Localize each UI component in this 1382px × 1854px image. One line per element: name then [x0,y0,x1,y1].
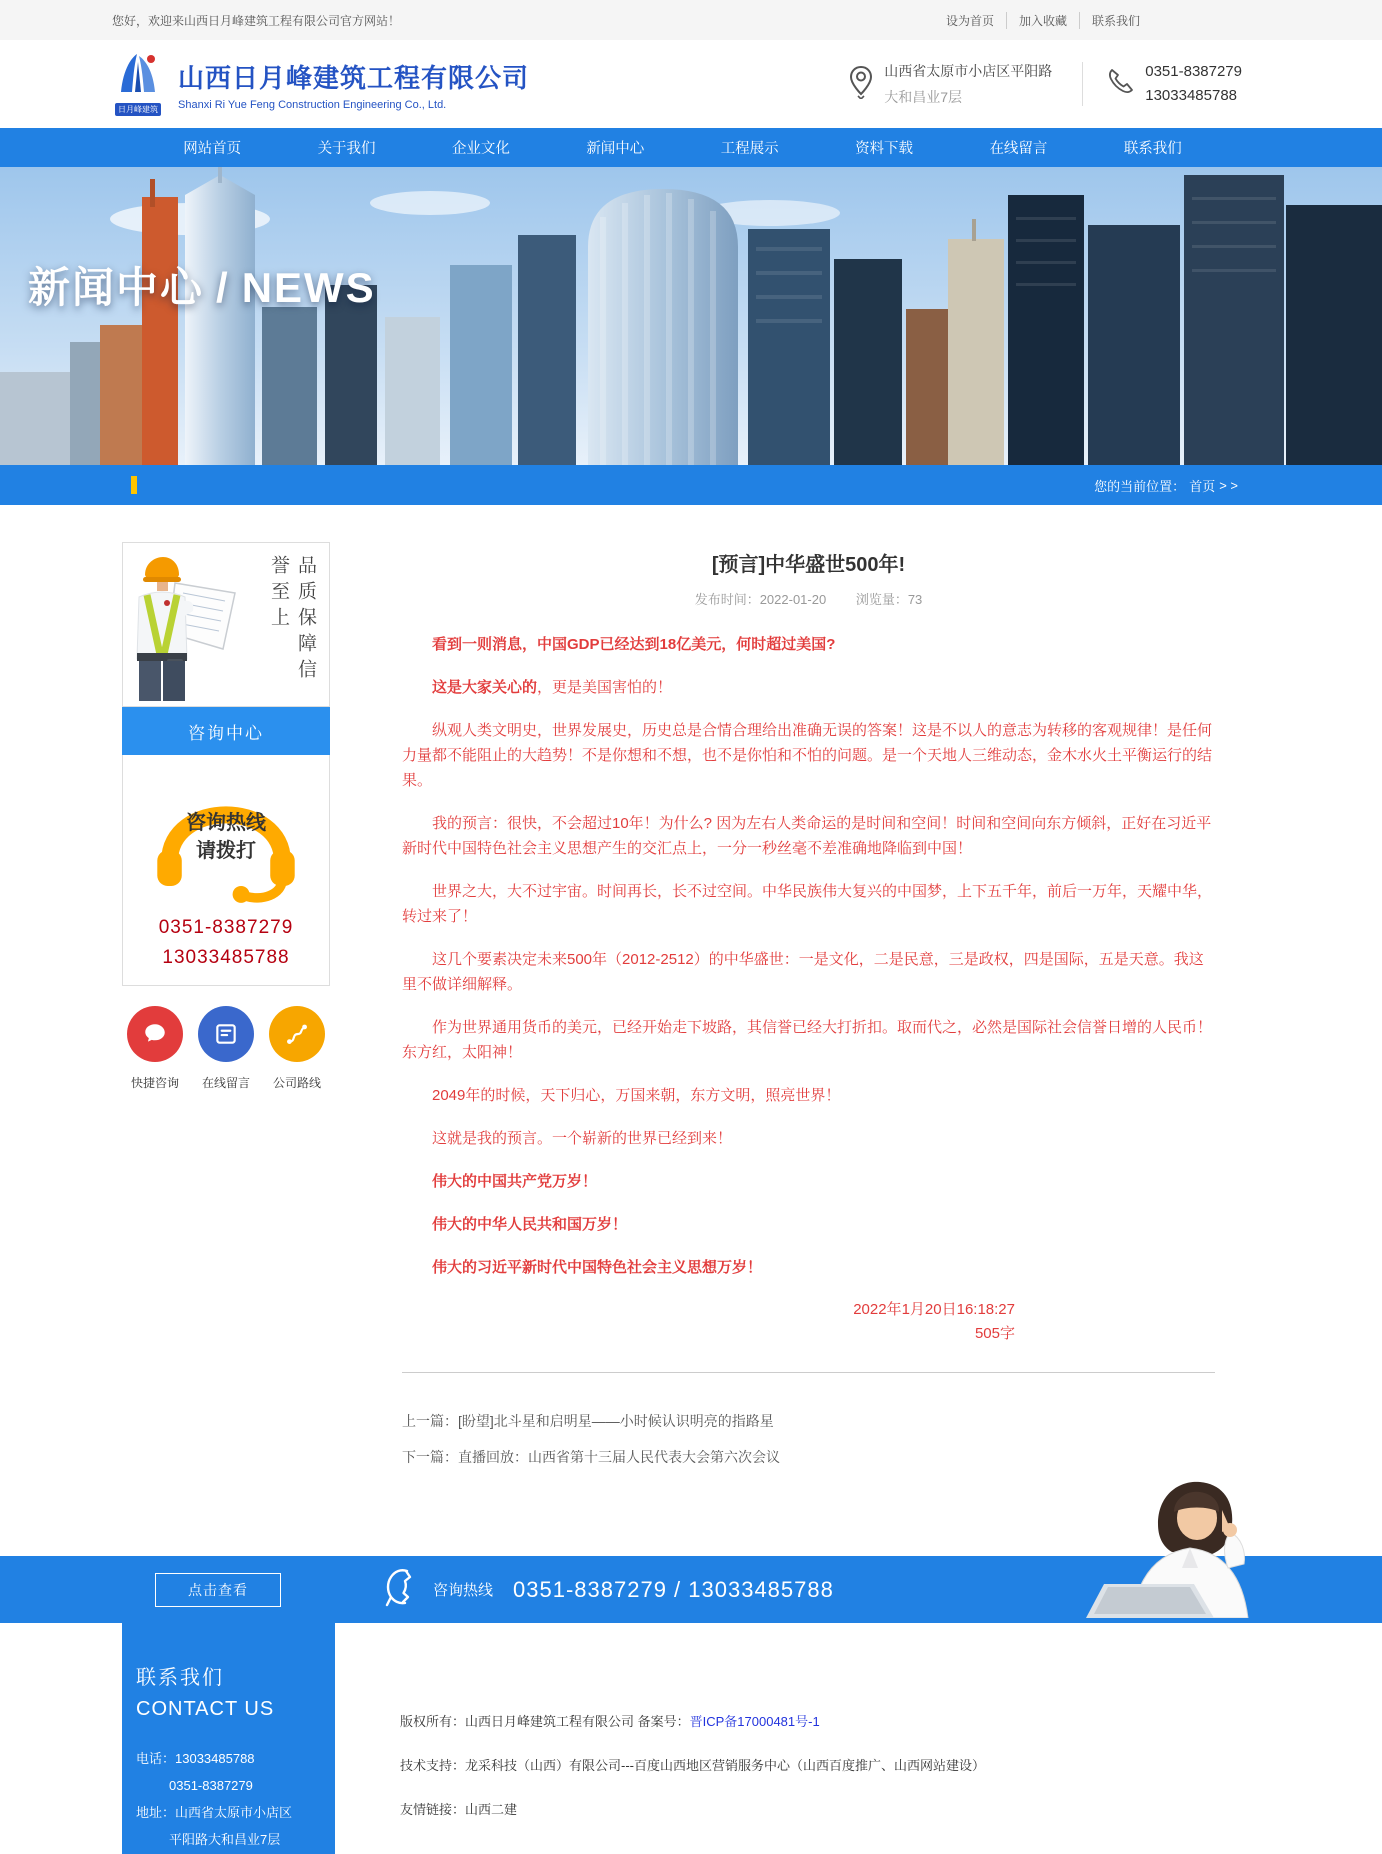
sidebar-slogan [265,543,329,706]
quick-label: 在线留言 [201,1076,250,1090]
logo-mark-icon [115,52,161,101]
article-paragraph: 伟大的习近平新时代中国特色社会主义思想万岁！ [432,1259,763,1276]
phone-icon [1105,67,1135,102]
sidebar [122,542,330,1091]
view-button[interactable]: 点击查看 [155,1573,281,1607]
site-header [0,40,1382,128]
hotline-text [146,809,306,865]
header-phone2: 13033485788 [1145,87,1237,104]
nav-item-4[interactable]: 工程展示 [720,141,779,157]
quick-message[interactable] [194,1006,258,1091]
prev-article-link[interactable]: 上一篇：[盼望]北斗星和启明星——小时候认识明亮的指路星 [402,1413,774,1429]
article-meta [402,589,1215,608]
company-name-en: Shanxi Ri Yue Feng Construction Engineering Co., Ltd. [178,98,447,111]
copyright-line [400,1711,985,1730]
main-nav [0,128,1382,167]
crumb-marker [131,476,137,494]
hotline-line1: 咨询热线 [186,812,266,834]
city-skyline-image [0,167,1382,465]
banner-title-cn: 新闻中心 [28,264,205,311]
quick-icons [122,1006,330,1091]
view-count: 浏览量：73 [855,592,923,607]
article-paragraph: 这是大家关心的，更是美国害怕的！ [432,679,673,696]
breadcrumb-home-link[interactable]: 首页 [1189,478,1216,494]
main-content [0,505,1382,1556]
nav-item-2[interactable]: 企业文化 [451,141,510,157]
copyright-text: 版权所有：山西日月峰建筑工程有限公司 备案号： [400,1714,690,1729]
article-title: [预言]中华盛世500年! [711,554,906,576]
nav-item-7[interactable]: 联系我们 [1123,141,1182,157]
article-wordcount: 505字 [974,1325,1015,1342]
consult-center-header: 咨询中心 [122,707,330,755]
address-line2: 大和昌业7层 [884,89,963,105]
next-article-link[interactable]: 下一篇：直播回放：山西省第十三届人民代表大会第六次会议 [402,1449,780,1465]
icp-link[interactable]: 晋ICP备17000481号-1 [689,1714,820,1729]
topbar [0,0,1382,40]
article [402,542,1215,1467]
nav-item-3[interactable]: 新闻中心 [586,141,645,157]
nav-list [145,128,1220,167]
article-body [402,632,1215,1280]
article-paragraph: 2049年的时候，天下归心，万国来朝，东方文明，照亮世界！ [432,1087,841,1104]
breadcrumb-tail: > > [1219,477,1238,493]
nav-item-1[interactable]: 关于我们 [317,141,376,157]
header-divider [1082,62,1083,106]
quick-label: 公司路线 [272,1076,321,1090]
worker-image [123,551,241,706]
nav-item-0[interactable]: 网站首页 [183,141,242,157]
header-contact [848,60,1242,108]
footer-contact-column [122,1623,335,1854]
article-paragraph: 这几个要素决定未来500年（2012-2512）的中华盛世：一是文化，二是民意，三是政权，四是国际，五是天意。我这里不做详细解释。 [402,951,1204,993]
article-paragraph: 这就是我的预言。一个崭新的世界已经到来！ [432,1130,733,1147]
slogan-reputation: 信誉至上 [268,555,316,685]
hotline-band [0,1556,1382,1623]
footer-contact-en: CONTACT US [136,1698,275,1720]
publish-time: 发布时间：2022-01-20 [694,592,827,607]
location-pin-icon [848,65,874,104]
footer-info [400,1711,985,1843]
article-paragraph: 伟大的中华人民共和国万岁！ [432,1216,628,1233]
hotline-box [122,755,330,986]
handset-icon [381,1567,415,1612]
article-datetime: 2022年1月20日16:18:27 [853,1301,1015,1318]
article-paragraph: 作为世界通用货币的美元，已经开始走下坡路，其信誉已经大打折扣。取而代之，必然是国际社会信誉日增的人民币！东方红，太阳神！ [402,1019,1213,1061]
sidebar-slogan-box [122,542,330,707]
article-date-block [402,1298,1215,1346]
operator-woman-image [1062,1472,1292,1623]
banner-title-en: NEWS [241,264,376,311]
band-phone-numbers: 0351-8387279 / 13033485788 [513,1576,834,1602]
tech-support-line: 技术支持：龙采科技（山西）有限公司---百度山西地区营销服务中心（山西百度推广、山西网站建设） [400,1758,985,1773]
header-address [848,61,1052,107]
company-name-block [178,58,529,111]
footer-addr-line1: 地址：山西省太原市小店区 [136,1805,293,1820]
hotline-line2: 请拨打 [196,840,256,862]
breadcrumb-prefix: 您的当前位置： [1094,478,1186,494]
article-divider [402,1372,1215,1373]
slogan-quality: 品质保障 [295,555,316,659]
sidebar-phones [123,913,329,973]
footer-tel-line1: 电话：13033485788 [136,1751,255,1766]
footer-tel-line2: 0351-8387279 [169,1778,253,1793]
footer-addr-line2: 平阳路大和昌业7层 [169,1832,281,1847]
article-paragraph: 伟大的中国共产党万岁！ [432,1173,598,1190]
header-phones [1145,60,1242,108]
article-paragraph: 世界之大，大不过宇宙。时间再长，长不过空间。中华民族伟大复兴的中国梦，上下五千年，前后一万年，天耀中华，转过来了！ [402,883,1213,925]
topbar-welcome: 您好，欢迎来山西日月峰建筑工程有限公司官方网站！ [112,13,401,28]
topbar-link-1[interactable]: 加入收藏 [1006,12,1079,29]
topbar-link-2[interactable]: 联系我们 [1079,12,1152,29]
sidebar-phone1: 0351-8387279 [158,917,294,938]
breadcrumb-bar [0,465,1382,505]
quick-route[interactable] [265,1006,329,1091]
header-phone1: 0351-8387279 [1145,63,1242,80]
nav-item-6[interactable]: 在线留言 [989,141,1048,157]
friend-links-label: 友情链接： [400,1802,466,1817]
quick-label: 快捷咨询 [130,1076,179,1090]
quick-chat[interactable] [123,1006,187,1091]
article-paragraph: 纵观人类文明史，世界发展史，历史总是合情合理给出准确无误的答案！这是不以人的意志为转移的客观规律！是任何力量都不能阻止的大趋势！不是你想和不想，也不是你怕和不怕的问题。是一个天地人三维动态，金木水火土平衡运行的结果。 [402,722,1213,789]
topbar-link-0[interactable]: 设为首页 [945,13,994,28]
footer-contact-cn: 联系我们 [136,1667,224,1689]
article-paragraph: 看到一则消息，中国GDP已经达到18亿美元，何时超过美国? [432,636,836,653]
headset-icon [146,769,306,905]
chat-icon [127,1006,183,1062]
news-banner [0,167,1382,465]
banner-title [28,255,376,315]
friend-links-line [400,1799,985,1818]
company-name-cn: 山西日月峰建筑工程有限公司 [178,62,530,93]
topbar-links [934,12,1152,29]
company-logo[interactable] [110,52,166,116]
address-text [884,61,1052,107]
logo-tag: 日月峰建筑 [115,103,161,116]
footer-contact-lines [136,1745,335,1853]
footer [0,1623,1382,1854]
sidebar-phone2: 13033485788 [162,947,290,968]
banner-title-separator: / [216,264,230,311]
message-icon [198,1006,254,1062]
route-icon [269,1006,325,1062]
address-line1: 山西省太原市小店区平阳路 [884,63,1053,79]
nav-item-5[interactable]: 资料下载 [855,141,914,157]
band-hotline-label: 咨询热线 [433,1582,494,1599]
article-paragraph: 我的预言：很快，不会超过10年！为什么? 因为左右人类命运的是时间和空间！时间和空间向东方倾斜，正好在习近平新时代中国特色社会主义思想产生的交汇点上，一分一秒丝毫不差准确地降临到中国！ [402,815,1212,857]
friend-link[interactable]: 山西二建 [465,1802,518,1817]
